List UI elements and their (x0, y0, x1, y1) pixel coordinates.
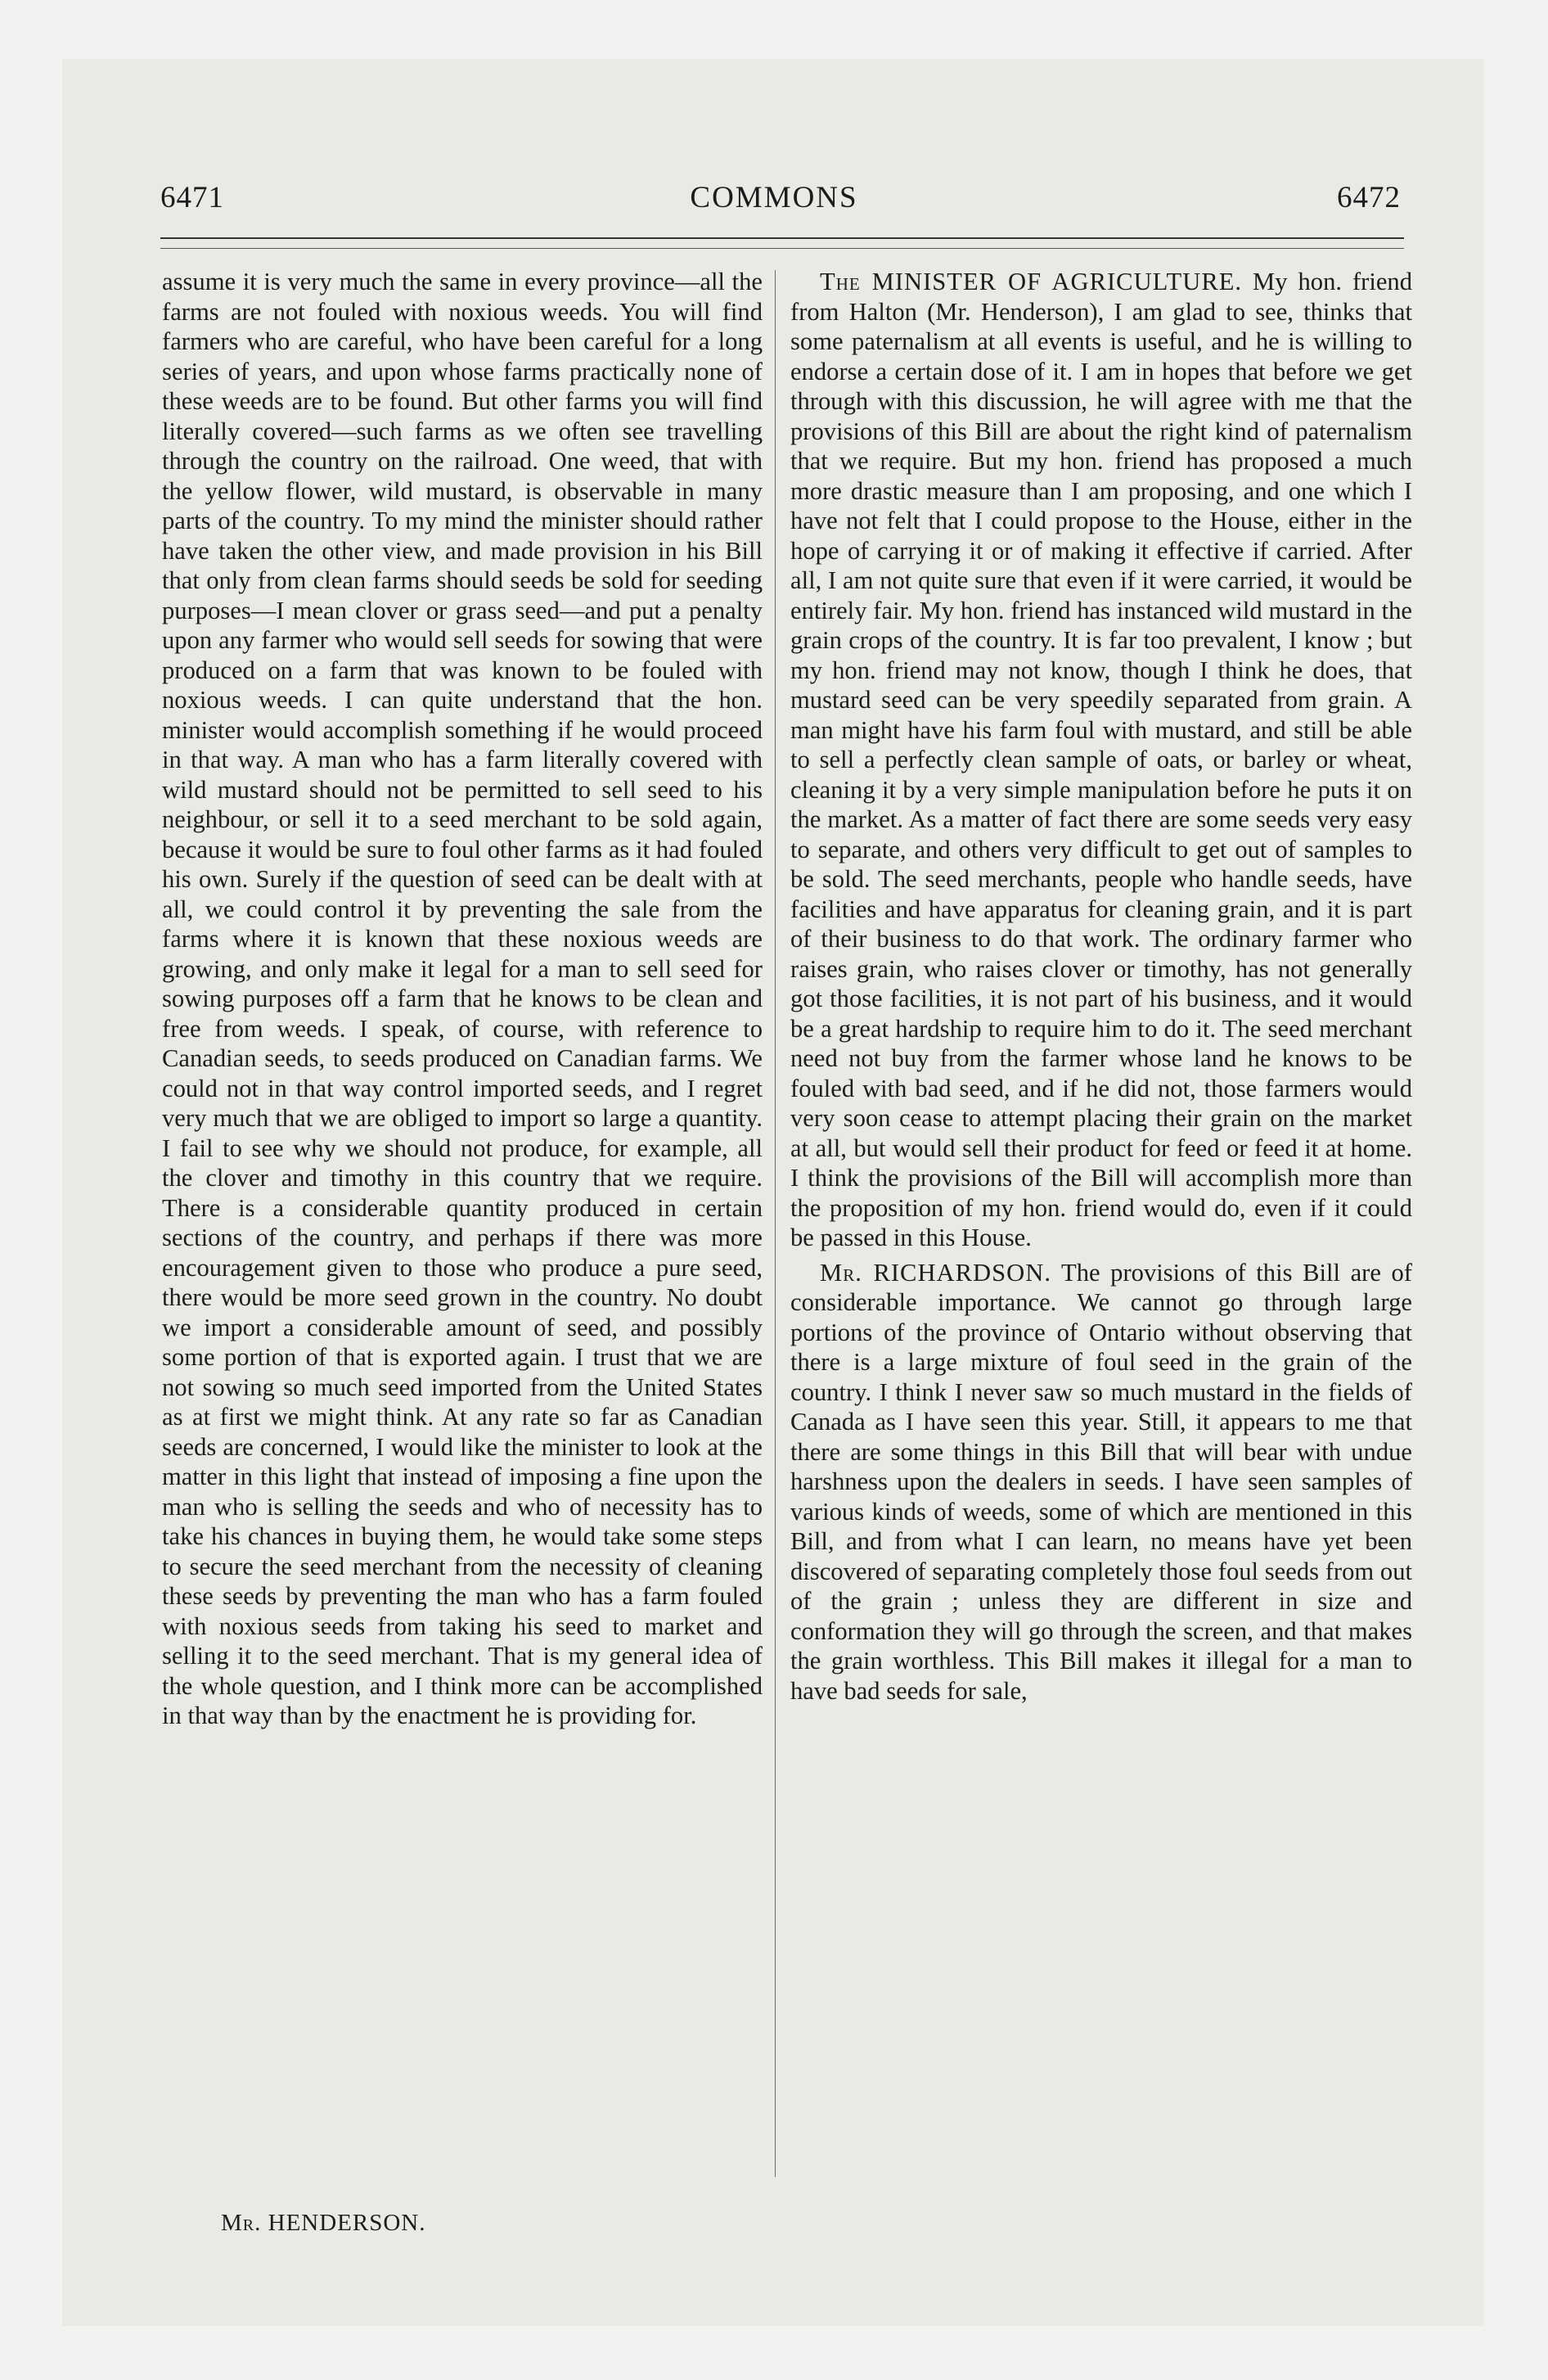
page-number-left: 6471 (160, 181, 224, 214)
header-rule (160, 237, 1404, 239)
header-rule-thin (160, 248, 1404, 249)
left-paragraph: assume it is very much the same in every province—all the farms are not fouled with noxious weeds. You will find farmers who are careful, who have been careful for a long series of years, and upon whose farms practically none of these weeds are to be found. But other farms you will find literally covered—such farms as we often see travelling through the country on the railroad. One weed, that with the yellow flower, wild mustard, is observable in many parts of the country. To my mind the minister should rather have taken the other view, and made provision in his Bill that only from clean farms should seeds be sold for seeding purposes—I mean clover or grass seed—and put a penalty upon any farmer who would sell seeds for sowing that were produced on a farm that was known to be fouled with noxious weeds. I can quite understand that the hon. minister would accomplish something if he would proceed in that way. A man who has a farm literally covered with wild mustard should not be permitted to sell seed to his neighbour, or sell it to a seed merchant to be sold again, because it would be sure to foul other farms as it had fouled his own. Surely if the question of seed can be dealt with at all, we could control it by preventing the sale from the farms where it is known that these noxious weeds are growing, and only make it legal for a man to sell seed for sowing purposes off a farm that he knows to be clean and free from weeds. I speak, of course, with reference to Canadian seeds, to seeds produced on Canadian farms. We could not in that way control imported seeds, and I regret very much that we are obliged to import so large a quantity. I fail to see why we should not produce, for example, all the clover and timothy in this country that we require. There is a considerable quantity produced in certain sections of the country, and perhaps if there was more encouragement given to those who produce a pure seed, there would be more seed grown in the country. No doubt we import a considerable amount of seed, and possibly some portion of that is exported again. I trust that we are not sowing so much seed imported from the United States as at first we might think. At any rate so far as Canadian seeds are concerned, I would like the minister to look at the matter in this light that instead of imposing a fine upon the man who is selling the seeds and who of necessity has to take his chances in buying them, he would take some steps to secure the seed merchant from the necessity of cleaning these seeds by preventing the man who has a farm fouled with noxious seeds from taking his seed to market and selling it to the seed merchant. That is my general idea of the whole question, and I think more can be accomplished in that way than by the enactment he is providing for. (162, 268, 763, 1729)
speaker-minister: The MINISTER OF AGRICULTURE. (820, 268, 1243, 295)
page-number-right: 6472 (1337, 181, 1401, 214)
left-column (162, 267, 763, 1731)
richardson-speech: The provisions of this Bill are of considerable importance. We cannot go through large portions of the province of Ontario without observing that there is a large mixture of foul seed in the grain of the country. I think I never saw so much mustard in the fields of Canada as I have seen this year. Still, it appears to me that there are some things in this Bill that will bear with undue harshness upon the dealers in seeds. I have seen samples of various kinds of weeds, some of which are mentioned in this Bill, and from what I can learn, no means have yet been discovered of separating completely those foul seeds from out of the grain ; unless they are different in size and conformation they will go through the screen, and that makes the grain worthless. This Bill makes it illegal for a man to have bad seeds for sale, (790, 1258, 1412, 1705)
column-divider (775, 270, 776, 2177)
speaker-henderson: Mr. HENDERSON. (221, 2210, 426, 2236)
right-column (790, 267, 1412, 1706)
speaker-richardson: Mr. RICHARDSON. (820, 1258, 1051, 1287)
minister-speech: My hon. friend from Halton (Mr. Henderson), I am glad to see, thinks that some paternalism at all events is useful, and he is willing to endorse a certain dose of it. I am in hopes that before we get through with this discussion, he will agree with me that the provisions of this Bill are about the right kind of paternalism that we require. But my hon. friend has proposed a much more drastic measure than I am proposing, and one which I have not felt that I could propose to the House, either in the hope of carrying it or of making it effective if carried. After all, I am not quite sure that even if it were carried, it would be entirely fair. My hon. friend has instanced wild mustard in the grain crops of the country. It is far too prevalent, I know ; but my hon. friend may not know, though I think he does, that mustard seed can be very speedily separated from grain. A man might have his farm foul with mustard, and still be able to sell a perfectly clean sample of oats, or barley or wheat, cleaning it by a very simple manipulation before he puts it on the market. As a matter of fact there are some seeds very easy to separate, and others very difficult to get out of samples to be sold. The seed merchants, people who handle seeds, have facilities and have apparatus for cleaning grain, and it is part of their business to do that work. The ordinary farmer who raises grain, who raises clover or timothy, has not generally got those facilities, it is not part of his business, and it would be a great hardship to require him to do it. The seed merchant need not buy from the farmer whose land he knows to be fouled with bad seed, and if he did not, those farmers would very soon cease to attempt placing their grain on the market at all, but would sell their product for feed or feed it at home. I think the provisions of the Bill will accomplish more than the proposition of my hon. friend would do, even if it could be passed in this House. (790, 268, 1412, 1251)
running-head-title: COMMONS (690, 181, 858, 214)
